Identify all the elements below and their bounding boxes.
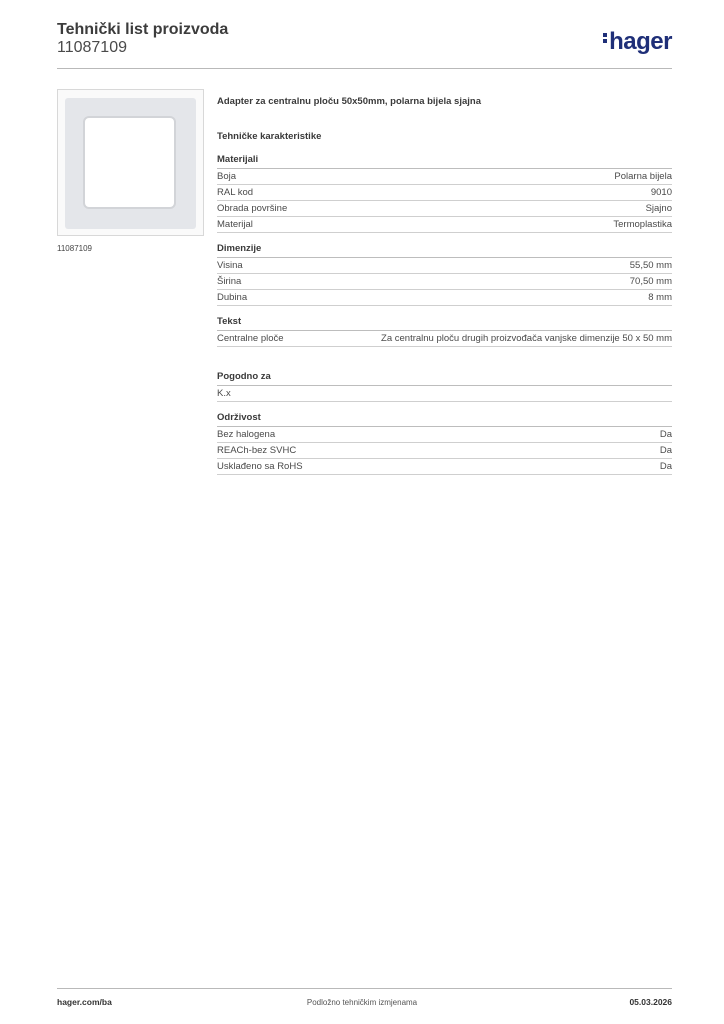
spec-label: Materijal: [217, 219, 253, 230]
tech-heading: Tehničke karakteristike: [217, 131, 322, 142]
spec-label: Obrada površine: [217, 203, 288, 214]
spec-row: [217, 386, 672, 402]
logo-dots-icon: [603, 31, 607, 45]
spec-row: [217, 217, 672, 233]
spec-value: Termoplastika: [613, 219, 672, 230]
spec-value: 9010: [650, 187, 672, 198]
spec-row: [217, 201, 672, 217]
adapter-frame-image: [65, 98, 196, 229]
spec-row: [217, 331, 672, 347]
spec-value: 55,50 mm: [629, 260, 672, 271]
spec-label: Bez halogena: [217, 429, 276, 440]
spec-row: [217, 185, 672, 201]
spec-label: RAL kod: [217, 187, 254, 198]
spec-label: Dubina: [217, 292, 248, 303]
section-dimenzije: [217, 243, 672, 306]
product-code: 11087109: [57, 39, 127, 56]
product-description: Adapter za centralnu ploču 50x50mm, polarna bijela sjajna: [217, 96, 481, 107]
spec-value: Da: [659, 445, 672, 456]
spec-label: REACh-bez SVHC: [217, 445, 297, 456]
section-title: Materijali: [217, 154, 672, 169]
spec-value: 70,50 mm: [629, 276, 672, 287]
spec-value: Za centralnu ploču drugih proizvođača vanjske dimenzije 50 x 50 mm: [381, 333, 672, 344]
spec-label: Centralne ploče: [217, 333, 284, 344]
spec-label: Boja: [217, 171, 237, 182]
section-title: Održivost: [217, 412, 672, 427]
section-title: Pogodno za: [217, 371, 672, 386]
spec-row: [217, 290, 672, 306]
spec-row: [217, 443, 672, 459]
spec-row: [217, 169, 672, 185]
spec-value: Da: [659, 429, 672, 440]
hager-logo: [603, 28, 672, 56]
spec-row: [217, 427, 672, 443]
page-title: Tehnički list proizvoda: [57, 21, 229, 38]
spec-value: Polarna bijela: [614, 171, 672, 182]
spec-row: [217, 459, 672, 475]
section-pogodno: [217, 371, 672, 402]
spec-value: Da: [659, 461, 672, 472]
image-caption: 11087109: [57, 244, 92, 253]
logo-text: hager: [609, 28, 672, 55]
adapter-opening: [83, 116, 176, 209]
spec-label: Širina: [217, 276, 242, 287]
product-image: [57, 89, 204, 236]
footer-date: 05.03.2026: [629, 997, 672, 1007]
footer-divider: [57, 988, 672, 989]
section-materijali: [217, 154, 672, 233]
section-tekst: [217, 316, 672, 347]
spec-row: [217, 258, 672, 274]
spec-content: [217, 96, 672, 485]
section-title: Dimenzije: [217, 243, 672, 258]
spec-value: 8 mm: [648, 292, 672, 303]
section-odrzivost: [217, 412, 672, 475]
spec-label: Visina: [217, 260, 243, 271]
footer-website: hager.com/ba: [57, 997, 112, 1007]
spec-label: Usklađeno sa RoHS: [217, 461, 303, 472]
spec-row: [217, 274, 672, 290]
footer-note: Podložno tehničkim izmjenama: [306, 998, 418, 1007]
spec-value: Sjajno: [645, 203, 672, 214]
spec-label: K.x: [217, 388, 231, 399]
section-title: Tekst: [217, 316, 672, 331]
header-divider: [57, 68, 672, 69]
